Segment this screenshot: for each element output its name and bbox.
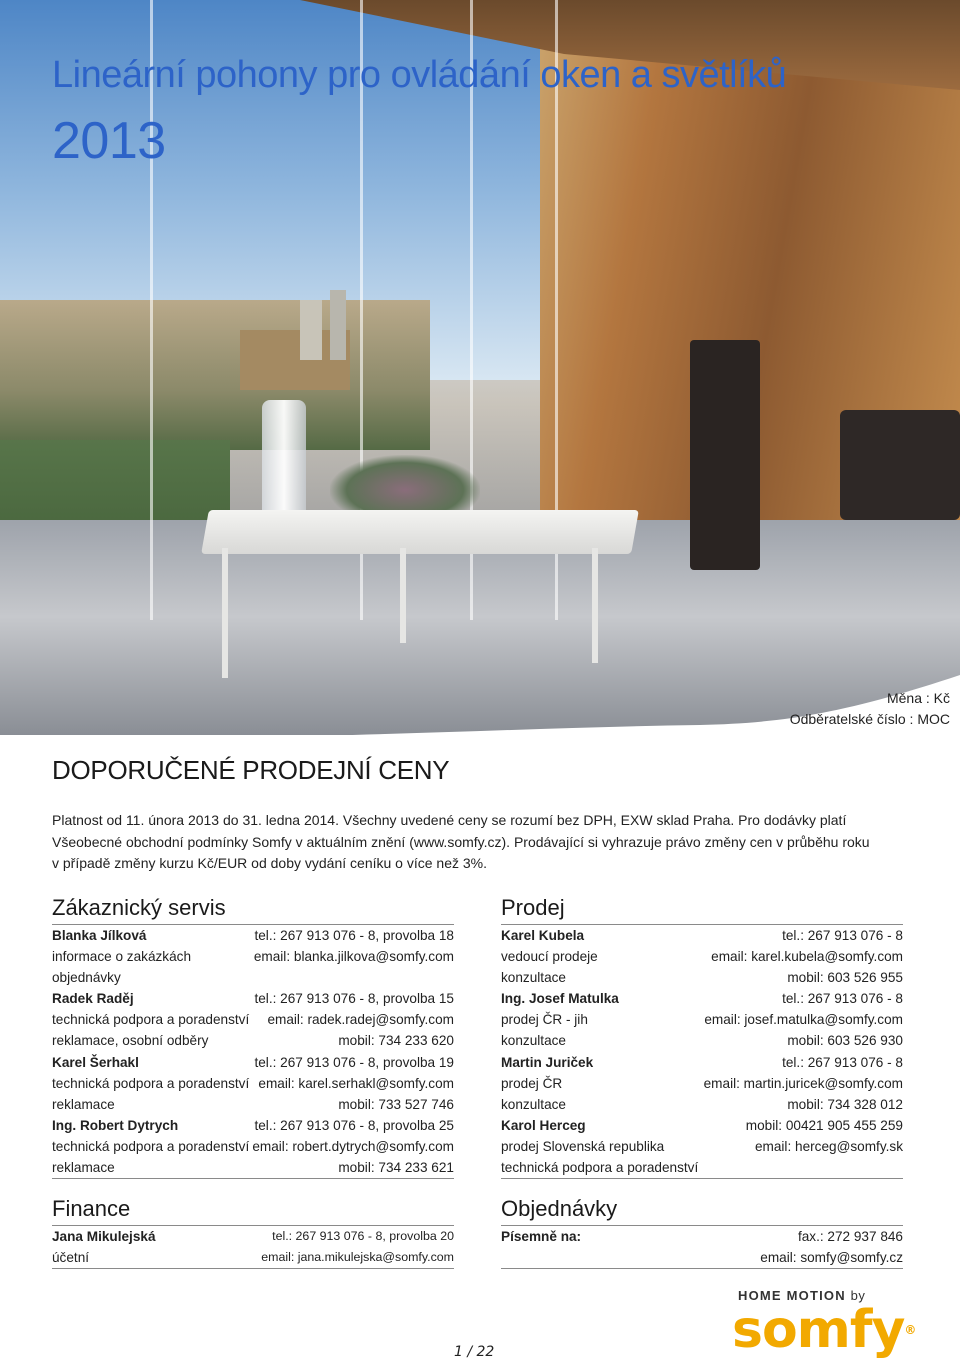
contact-detail: tel.: 267 913 076 - 8, provolba 19 — [254, 1054, 454, 1070]
contact-label: prodej Slovenská republika — [501, 1138, 665, 1154]
contact-row — [52, 988, 454, 1009]
contact-label: reklamace — [52, 1096, 115, 1112]
contact-row — [52, 1226, 454, 1247]
hero-table-leg — [400, 548, 406, 643]
contact-label: Radek Raděj — [52, 991, 134, 1007]
contact-detail: mobil: 734 328 012 — [787, 1096, 903, 1112]
contact-detail: email: somfy@somfy.cz — [760, 1250, 903, 1266]
contact-row — [501, 946, 903, 967]
hero-table — [201, 510, 639, 554]
contact-detail: tel.: 267 913 076 - 8 — [782, 1054, 903, 1070]
contact-row — [52, 925, 454, 946]
contact-detail: email: herceg@somfy.sk — [754, 1138, 903, 1154]
contact-label: prodej ČR — [501, 1075, 563, 1091]
contact-label: konzultace — [501, 970, 566, 986]
logo-by: by — [850, 1288, 866, 1303]
contact-detail: mobil: 734 233 620 — [338, 1033, 454, 1049]
section-title: Zákaznický servis — [52, 893, 454, 925]
contact-label: vedoucí prodeje — [501, 949, 598, 965]
contact-detail: email: karel.kubela@somfy.com — [711, 949, 903, 965]
contact-row — [501, 1030, 903, 1051]
contact-list — [501, 925, 903, 1179]
intro-paragraph — [52, 810, 902, 875]
contact-row — [52, 1073, 454, 1094]
section-title: Objednávky — [501, 1194, 903, 1226]
contact-list — [52, 1226, 454, 1269]
finance-section — [52, 1194, 454, 1269]
customer-service-section — [52, 893, 454, 1179]
contact-label: Karel Šerhakl — [52, 1054, 139, 1070]
logo-tagline-text: HOME MOTION — [738, 1288, 846, 1303]
contact-label: objednávky — [52, 970, 121, 986]
contact-row — [52, 1052, 454, 1073]
contact-detail: email: robert.dytrych@somfy.com — [252, 1138, 454, 1154]
contact-detail: email: josef.matulka@somfy.com — [704, 1012, 903, 1028]
contact-row — [52, 1136, 454, 1157]
contact-detail: tel.: 267 913 076 - 8 — [782, 991, 903, 1007]
contact-detail: email: martin.juricek@somfy.com — [703, 1075, 903, 1091]
contact-label: technická podpora a poradenství — [52, 1012, 250, 1028]
contact-label: Karel Kubela — [501, 928, 585, 943]
contact-detail: tel.: 267 913 076 - 8, provolba 20 — [272, 1229, 454, 1243]
contact-row — [52, 1094, 454, 1115]
contact-row — [501, 1226, 903, 1247]
orders-section — [501, 1194, 903, 1269]
contact-list — [501, 1226, 903, 1269]
contact-label: Ing. Robert Dytrych — [52, 1117, 179, 1133]
hero-table-leg — [222, 548, 228, 678]
customer-number-label: Odběratelské číslo : MOC — [789, 711, 950, 727]
contact-detail: email: radek.radej@somfy.com — [267, 1012, 454, 1028]
contact-label: Ing. Josef Matulka — [501, 991, 619, 1007]
contact-row — [501, 967, 903, 988]
contact-label: Jana Mikulejská — [52, 1229, 156, 1244]
contact-detail: email: karel.serhakl@somfy.com — [258, 1075, 454, 1091]
contact-detail: tel.: 267 913 076 - 8 — [782, 928, 903, 943]
contact-row — [501, 1115, 903, 1136]
hero-tower — [330, 290, 346, 360]
contact-detail: tel.: 267 913 076 - 8, provolba 25 — [254, 1117, 454, 1133]
section-title: Prodej — [501, 893, 903, 925]
contact-label: Karol Herceg — [501, 1117, 586, 1133]
contact-row — [52, 1157, 454, 1178]
contact-row — [501, 1136, 903, 1157]
contact-detail: mobil: 733 527 746 — [338, 1096, 454, 1112]
hero-bottle — [262, 400, 306, 520]
hero-tower — [300, 300, 322, 360]
contact-label: konzultace — [501, 1096, 566, 1112]
contact-label: účetní — [52, 1250, 90, 1266]
contact-label: Blanka Jílková — [52, 928, 147, 943]
contact-row — [501, 988, 903, 1009]
contact-row — [52, 967, 454, 988]
contact-row — [52, 946, 454, 967]
hero-chair — [840, 410, 960, 520]
contact-row — [501, 1247, 903, 1268]
title-year: 2013 — [52, 112, 166, 170]
contact-label: reklamace, osobní odběry — [52, 1033, 209, 1049]
contact-label: informace o zakázkách — [52, 949, 192, 965]
contact-row — [501, 1073, 903, 1094]
somfy-logo — [732, 1288, 942, 1360]
contact-row — [501, 925, 903, 946]
intro-line: v případě změny kurzu Kč/EUR od doby vydání ceníku o více než 3%. — [52, 855, 487, 871]
page-title — [52, 50, 786, 176]
section-heading: DOPORUČENÉ PRODEJNÍ CENY — [52, 755, 450, 785]
page-number: 1 / 22 — [454, 1344, 495, 1360]
contact-row — [501, 1094, 903, 1115]
contact-detail: mobil: 603 526 930 — [787, 1033, 903, 1049]
intro-line: Všeobecné obchodní podmínky Somfy v aktuálním znění (www.somfy.cz). Prodávající si vyhrazuje právo změny cen v průběhu roku — [52, 833, 870, 850]
contact-row — [501, 1157, 903, 1178]
contact-list — [52, 925, 454, 1179]
contact-label: konzultace — [501, 1033, 566, 1049]
hero-chair — [690, 340, 760, 570]
contact-label: technická podpora a poradenství — [501, 1160, 699, 1176]
contact-label: technická podpora a poradenství — [52, 1138, 250, 1154]
currency-label: Měna : Kč — [886, 690, 950, 706]
contact-detail: fax.: 272 937 846 — [797, 1229, 903, 1244]
contact-detail: tel.: 267 913 076 - 8, provolba 15 — [254, 991, 454, 1007]
section-title: Finance — [52, 1194, 454, 1226]
contact-detail: email: blanka.jilkova@somfy.com — [253, 949, 454, 965]
contact-row — [52, 1115, 454, 1136]
registered-mark: ® — [904, 1323, 916, 1337]
contact-detail: mobil: 603 526 955 — [787, 970, 903, 986]
contact-row — [501, 1052, 903, 1073]
intro-line: Platnost od 11. února 2013 do 31. ledna 2014. Všechny uvedené ceny se rozumí bez DPH, EXW sklad Praha. Pro dodávky platí — [52, 812, 847, 828]
contact-label: Písemně na: — [501, 1229, 582, 1244]
contact-detail: mobil: 734 233 621 — [338, 1160, 454, 1176]
contact-row — [52, 1030, 454, 1051]
contact-detail: mobil: 00421 905 455 259 — [745, 1117, 903, 1133]
contact-row — [501, 1009, 903, 1030]
title-line1: Lineární pohony pro ovládání oken a světlíků — [52, 54, 787, 96]
logo-brand-text: somfy — [732, 1300, 905, 1360]
sales-section — [501, 893, 903, 1179]
hero-city — [0, 300, 430, 450]
logo-brand — [732, 1300, 942, 1360]
contact-label: Martin Juriček — [501, 1054, 594, 1070]
contact-detail: email: jana.mikulejska@somfy.com — [261, 1250, 454, 1265]
contact-row — [52, 1009, 454, 1030]
contact-row — [52, 1247, 454, 1268]
contact-detail: tel.: 267 913 076 - 8, provolba 18 — [254, 928, 454, 943]
hero-table-leg — [592, 548, 598, 663]
contact-label: technická podpora a poradenství — [52, 1075, 250, 1091]
document-meta — [790, 688, 950, 730]
contact-label: prodej ČR - jih — [501, 1012, 588, 1028]
contact-label: reklamace — [52, 1160, 115, 1176]
